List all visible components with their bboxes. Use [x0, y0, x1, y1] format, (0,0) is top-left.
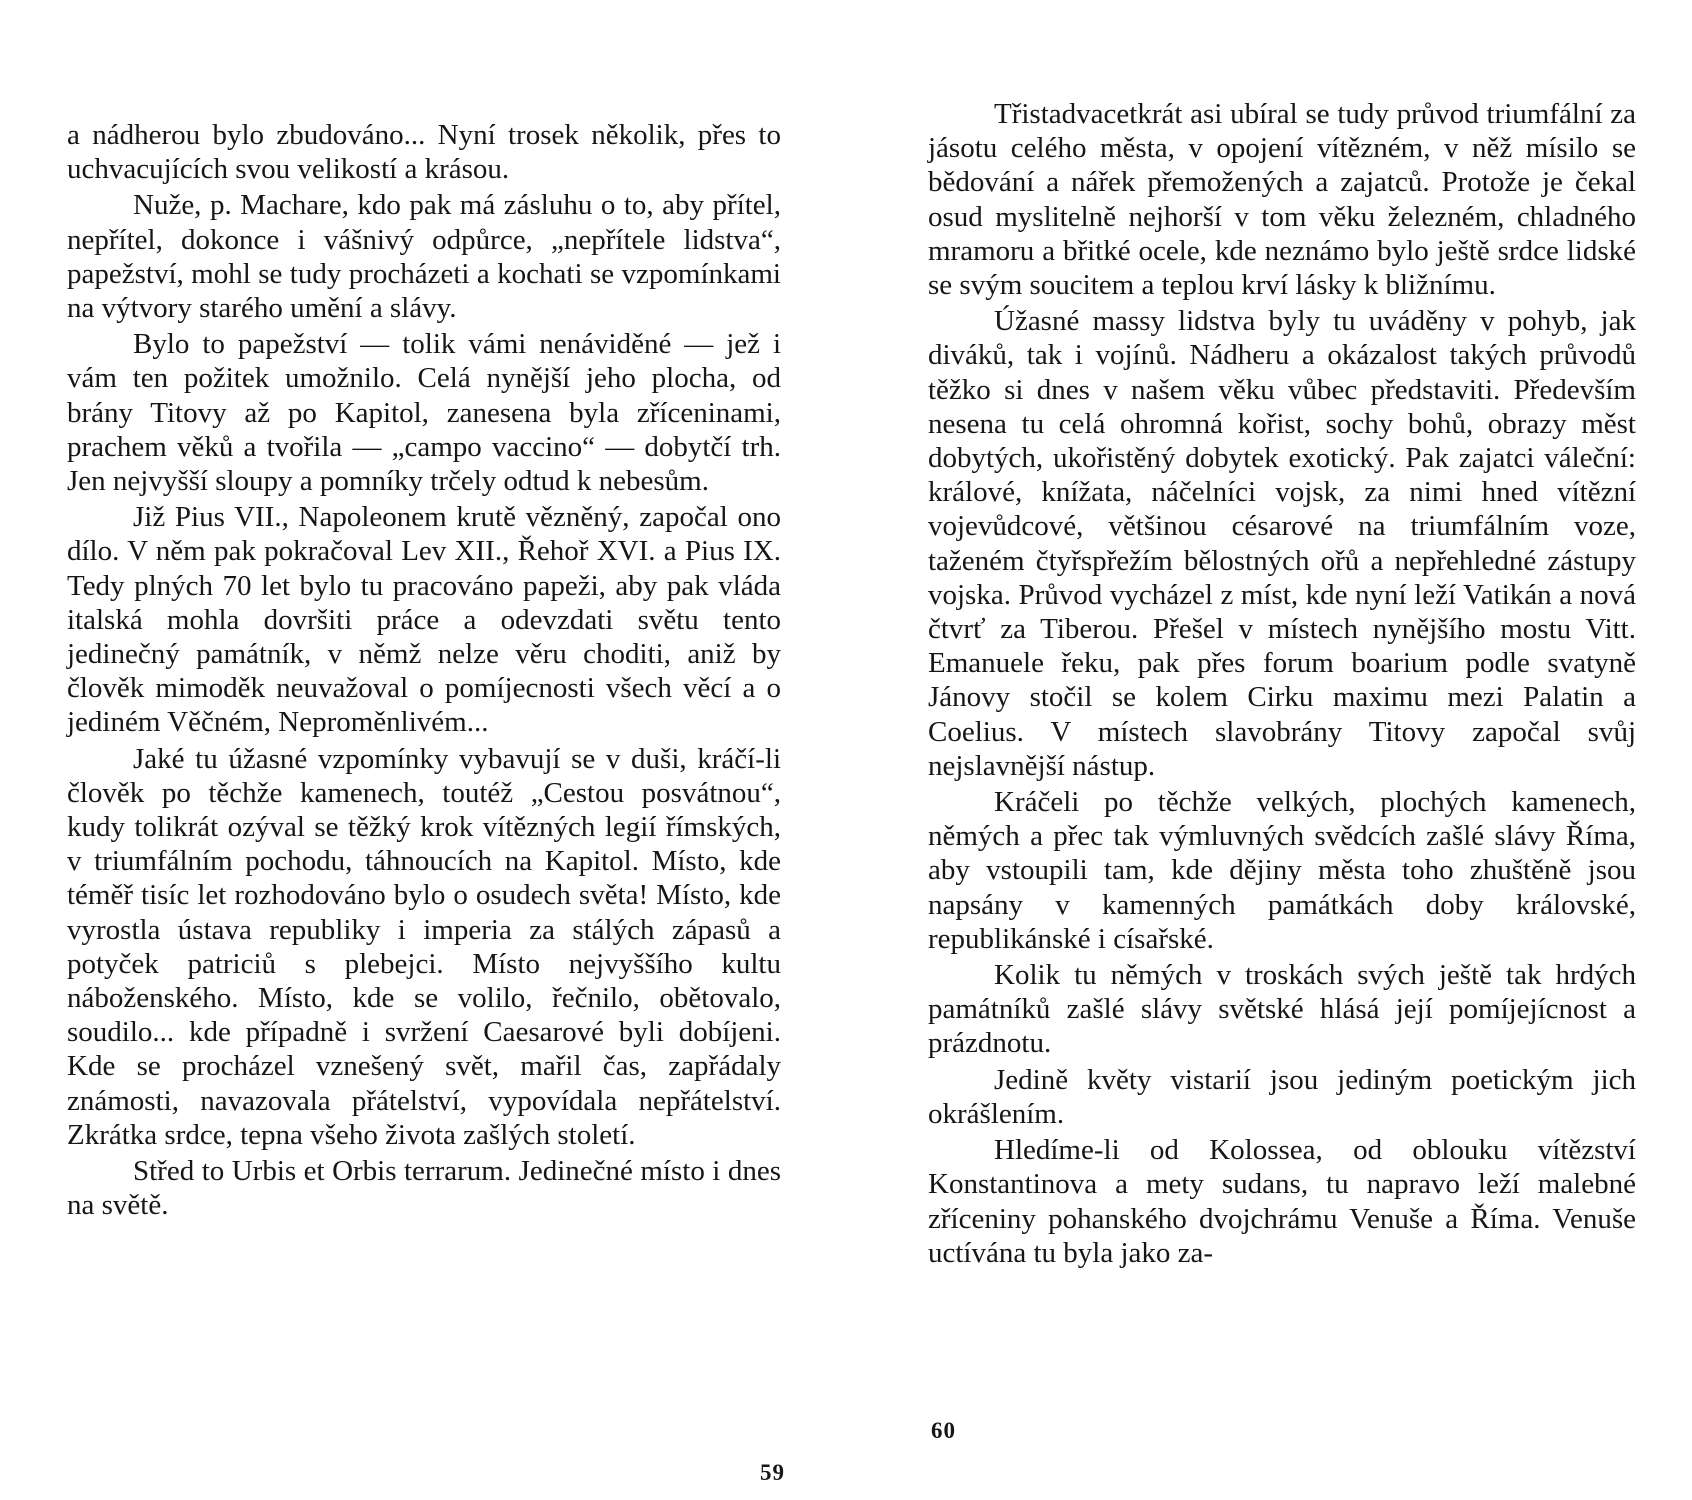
right-paragraph-5: Jedině květy vistarií jsou jediným poetickým jich okrášlením.: [928, 1063, 1636, 1130]
left-text-column: [67, 118, 781, 1225]
right-paragraph-6: Hledíme-li od Kolossea, od oblouku vítězství Konstantinova a mety sudans, tu napravo leží malebné zříceniny pohanského dvojchrámu Venuše a Říma. Venuše uctívána tu byla jako za-: [928, 1134, 1636, 1269]
right-page-number: 60: [931, 1418, 956, 1443]
left-paragraph-3: Bylo to papežství — tolik vámi nenáviděné — jež i vám ten požitek umožnilo. Celá nynější jeho plocha, od brány Titovy až po Kapitol, zanesena byla zříceninami, prachem věků a tvořila — „campo vaccino“ — dobytčí trh. Jen nejvyšší sloupy a pomníky trčely odtud k nebesům.: [67, 328, 781, 498]
right-paragraph-1: Třistadvacetkrát asi ubíral se tudy průvod triumfální za jásotu celého města, v opojení vítězném, v něž mísilo se bědování a nářek přemožených a zajatců. Protože je čekal osud myslitelně nejhorší v tom věku železném, chladného mramoru a břitké ocele, kde neznámo bylo ještě srdce lidské se svým soucitem a teplou krví lásky k bližnímu.: [928, 98, 1636, 302]
left-paragraph-5: Jaké tu úžasné vzpomínky vybavují se v duši, kráčí-li člověk po těchže kamenech, toutéž „Cestou posvátnou“, kudy tolikrát ozýval se těžký krok vítězných legií římských, v triumfálním pochodu, táhnoucích na Kapitol. Místo, kde téměř tisíc let rozhodováno bylo o osudech světa! Místo, kde vyrostla ústava republiky i imperia za stálých zápasů a potyček patriciů s plebejci. Místo nejvyššího kultu náboženského. Místo, kde se volilo, řečnilo, obětovalo, soudilo... kde případně i svržení Caesarové byli dobíjeni. Kde se procházel vznešený svět, mařil čas, zapřádaly známosti, navazovala přátelství, vypovídala nepřátelství. Zkrátka srdce, tepna všeho života zašlých století.: [67, 742, 781, 1151]
right-text-column: [928, 97, 1636, 1272]
right-paragraph-4: Kolik tu němých v troskách svých ještě tak hrdých památníků zašlé slávy světské hlásá její pomíjejícnost a prázdnotu.: [928, 959, 1636, 1060]
right-paragraph-3: Kráčeli po těchže velkých, plochých kamenech, němých a přec tak výmluvných svědcích zašlé slávy Říma, aby vstoupili tam, kde dějiny města toho zhuštěně jsou napsány v kamenných památkách doby královské, republikánské i císařské.: [928, 786, 1636, 955]
left-paragraph-4: Již Pius VII., Napoleonem krutě vězněný, započal ono dílo. V něm pak pokračoval Lev XII., Řehoř XVI. a Pius IX. Tedy plných 70 let bylo tu pracováno papeži, aby pak vláda italská mohla dovršiti práce a odevzdati světu tento jedinečný památník, v němž nelze věru choditi, aniž by člověk mimoděk neuvažoval o pomíjecnosti všech věcí a o jediném Věčném, Neproměnlivém...: [67, 501, 781, 739]
right-page: [846, 0, 1692, 1500]
left-page-number: 59: [760, 1460, 785, 1485]
left-paragraph-2: Nuže, p. Machare, kdo pak má zásluhu o to, aby přítel, nepřítel, dokonce i vášnivý odpůrce, „nepřítele lidstva“, papežství, mohl se tudy procházeti a kochati se vzpomínkami na výtvory starého umění a slávy.: [67, 189, 781, 325]
right-paragraph-2: Úžasné massy lidstva byly tu uváděny v pohyb, jak diváků, tak i vojínů. Nádheru a okázalost takých průvodů těžko si dnes v našem věku vůbec představiti. Především nesena tu celá ohromná kořist, sochy bohů, obrazy měst dobytých, ukořistěný dobytek exotický. Pak zajatci váleční: králové, knížata, náčelníci vojsk, za nimi hned vítězní vojevůdcové, většinou césarové na triumfálním voze, taženém čtyřspřežím bělostných ořů a nepřehledné zástupy vojska. Průvod vycházel z míst, kde nyní leží Vatikán a nová čtvrť za Tiberou. Přešel v místech nynějšího mostu Vitt. Emanuele řeku, pak přes forum boarium podle svatyně Jánovy stočil se kolem Cirku maximu mezi Palatin a Coelius. V místech slavobrány Titovy započal svůj nejslavnější nástup.: [928, 305, 1636, 782]
left-paragraph-6: Střed to Urbis et Orbis terrarum. Jedinečné místo i dnes na světě.: [67, 1155, 781, 1222]
left-paragraph-1: a nádherou bylo zbudováno... Nyní trosek několik, přes to uchvacujících svou velikostí a krásou.: [67, 119, 781, 186]
